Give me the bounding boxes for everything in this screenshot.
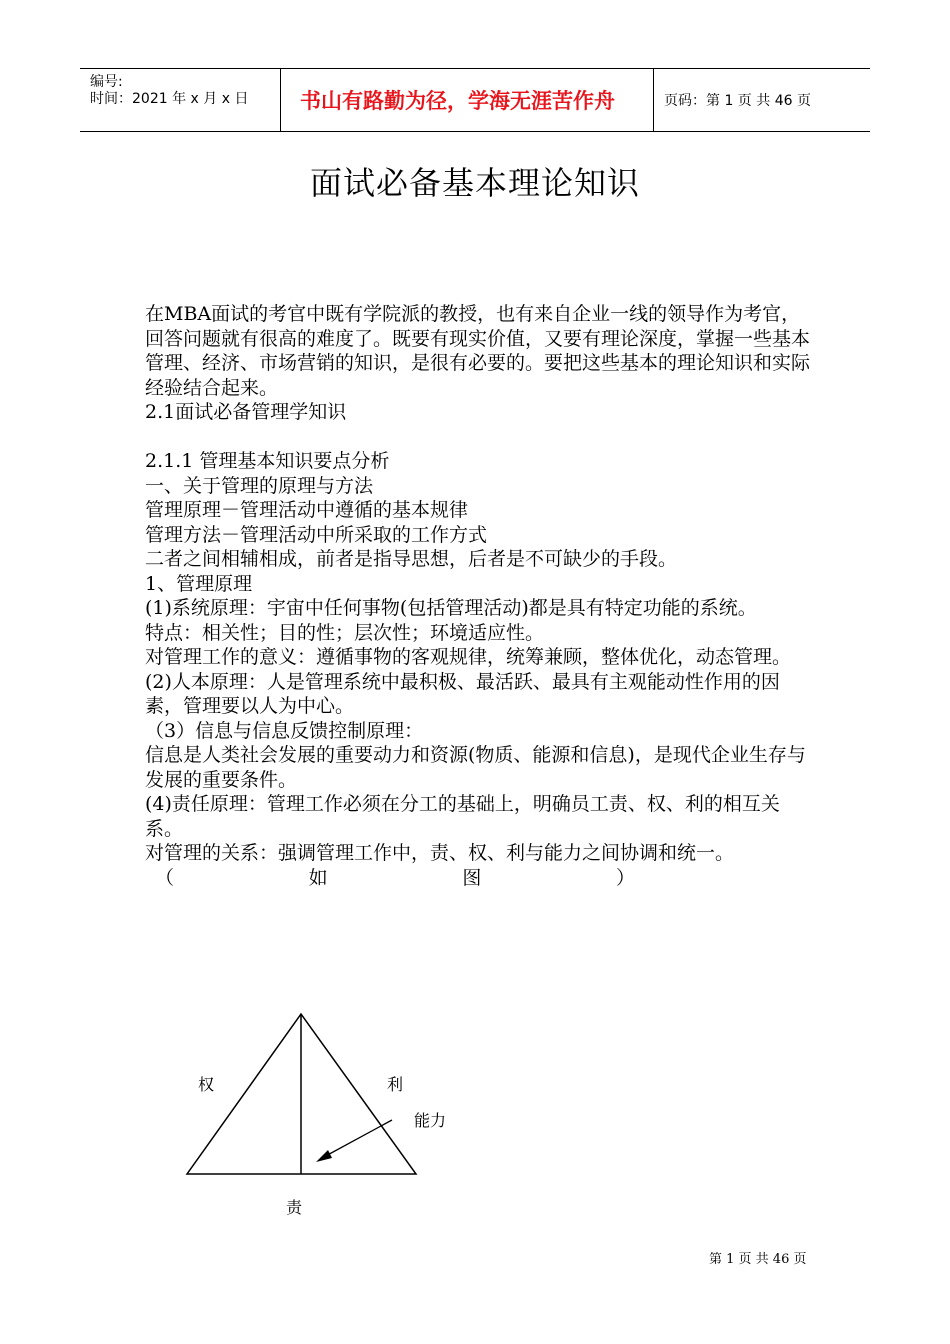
intro-paragraph: 在MBA面试的考官中既有学院派的教授，也有来自企业一线的领导作为考官，回答问题就有很高的难度了。既要有现实价值，又要有理论深度，掌握一些基本管理、经济、市场营销的知识，是很有必要的。要把这些基本的理论知识和实际经验结合起来。 [145,303,811,399]
figure-ref-part: 如 [308,866,328,889]
header-page-number: 页码：第 1 页 共 46 页 [664,93,811,109]
body-line: 信息是人类社会发展的重要动力和资源(物质、能源和信息)，是现代企业生存与发展的重要条件。 [145,744,806,791]
ability-arrow-line [322,1120,392,1158]
page-footer: 第 1 页 共 46 页 [709,1252,807,1267]
body-line: 管理原理－管理活动中遵循的基本规律 [145,499,469,521]
body-line: (4)责任原理：管理工作必须在分工的基础上，明确员工责、权、利的相互关系。 [145,793,780,840]
body-line: 对管理工作的意义：遵循事物的客观规律，统筹兼顾，整体优化，动态管理。 [145,646,792,668]
label-ability: 能力 [414,1111,447,1130]
body-line: (1)系统原理：宇宙中任何事物(包括管理活动)都是具有特定功能的系统。 [145,597,757,619]
blank-line [145,425,810,450]
body-line: 对管理的关系：强调管理工作中，责、权、利与能力之间协调和统一。 [145,842,735,864]
body-line: （3）信息与信息反馈控制原理： [145,719,424,742]
subsection-heading: 2.1.1 管理基本知识要点分析 [145,450,390,472]
label-responsibility: 责 [286,1198,303,1217]
list-heading: 1、管理原理 [145,572,253,595]
body-line: 管理方法－管理活动中所采取的工作方式 [145,523,488,546]
document-time-label: 时间：2021 年 x 月 x 日 [90,91,249,107]
header-motto: 书山有路勤为径，学海无涯苦作舟 [281,69,654,131]
body-line: 特点：相关性；目的性；层次性；环境适应性。 [145,621,545,644]
responsibility-triangle-diagram [170,1000,450,1230]
figure-ref-part: （ [155,866,175,889]
document-title: 面试必备基本理论知识 [309,164,640,202]
figure-ref-part: ） [615,866,635,889]
body-line: (2)人本原理：人是管理系统中最积极、最活跃、最具有主观能动性作用的因素，管理要以人为中心。 [145,670,780,717]
triangle-svg [170,1000,450,1230]
ability-arrow-head [316,1150,332,1162]
body-line: 二者之间相辅相成，前者是指导思想，后者是不可缺少的手段。 [145,548,678,570]
header-meta-cell [80,69,281,131]
figure-ref-part: 图 [462,866,482,889]
document-number-label: 编号: [90,74,123,90]
figure-reference [145,866,635,891]
label-benefit: 利 [387,1075,404,1094]
label-authority: 权 [198,1075,215,1094]
topic-heading: 一、关于管理的原理与方法 [145,474,374,497]
document-body [145,302,810,890]
section-heading: 2.1面试必备管理学知识 [145,401,347,423]
page-header [80,68,870,132]
